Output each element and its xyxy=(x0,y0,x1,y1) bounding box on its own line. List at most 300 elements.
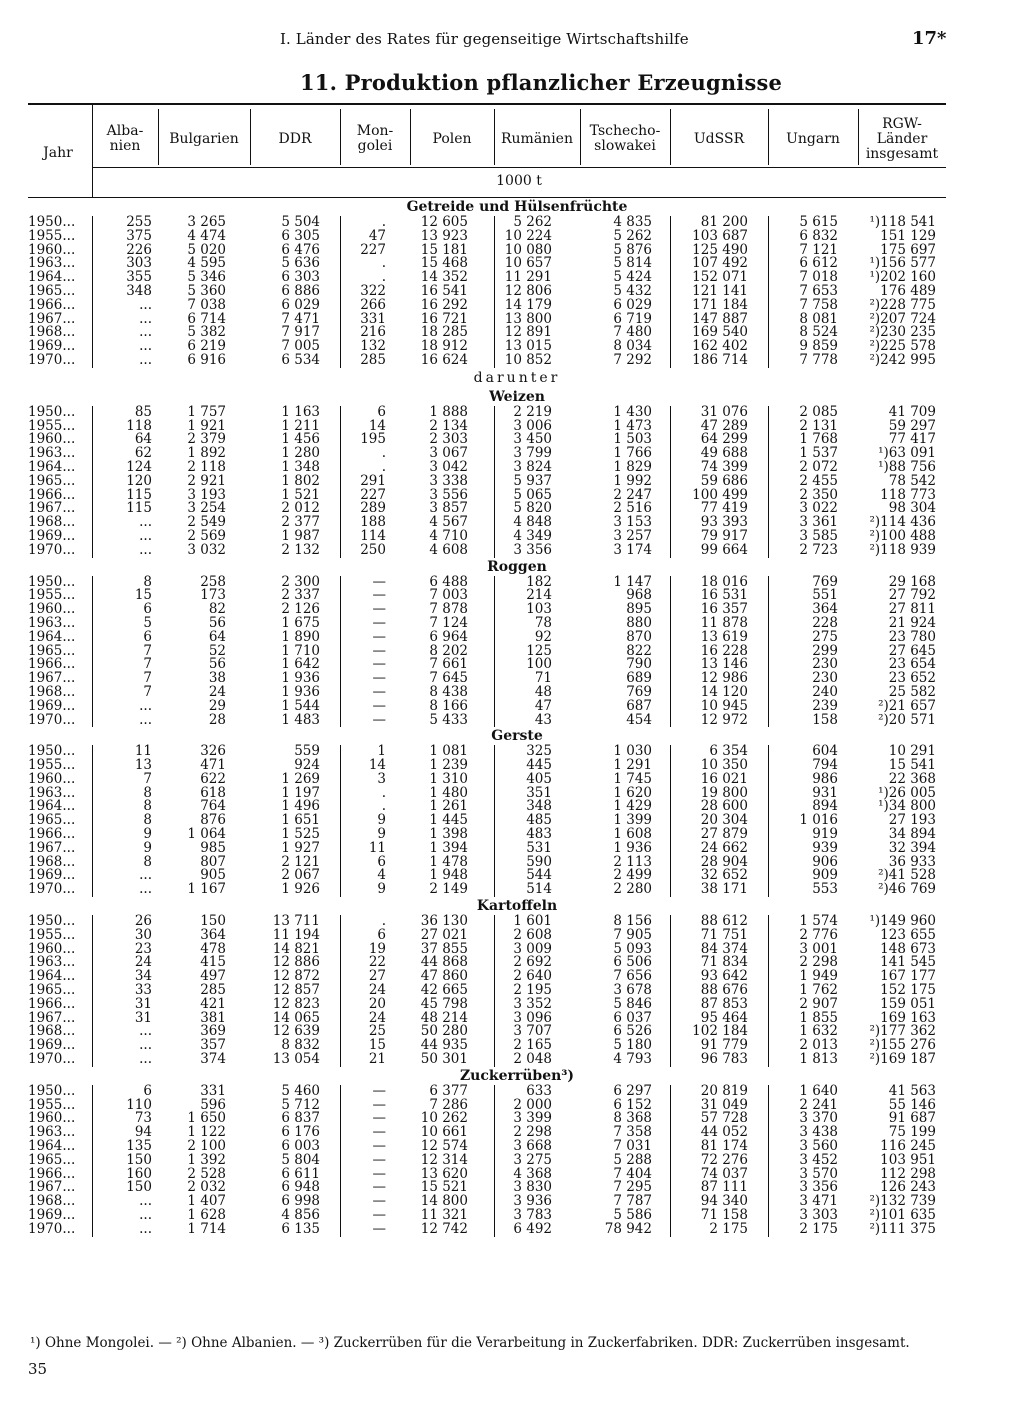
column-rule xyxy=(670,787,671,801)
value-cell: — xyxy=(372,1110,386,1127)
column-rule xyxy=(92,313,93,327)
column-rule xyxy=(768,516,769,530)
value-cell: 64 xyxy=(134,431,152,448)
value-cell: 14 179 xyxy=(504,296,552,313)
year-cell: 1955... xyxy=(28,1096,76,1113)
column-rule xyxy=(670,1209,671,1223)
value-cell: 6 837 xyxy=(281,1110,320,1127)
column-rule xyxy=(494,544,495,558)
column-rule xyxy=(768,700,769,714)
column-rule xyxy=(768,1140,769,1154)
column-rule xyxy=(92,1126,93,1140)
value-cell: 16 021 xyxy=(700,770,748,787)
value-cell: 6 xyxy=(377,926,386,943)
value-cell: 10 262 xyxy=(420,1110,468,1127)
column-rule xyxy=(768,658,769,672)
value-cell: 1 714 xyxy=(187,1220,226,1237)
column-rule xyxy=(768,1025,769,1039)
value-cell: 14 821 xyxy=(272,940,320,957)
value-cell: 7 xyxy=(143,770,152,787)
column-rule xyxy=(768,856,769,870)
value-cell: 12 886 xyxy=(272,954,320,971)
header-col-4: Polen xyxy=(432,130,472,147)
value-cell: 2 072 xyxy=(799,458,838,475)
value-cell: 1 651 xyxy=(281,812,320,829)
column-rule xyxy=(494,1195,495,1209)
column-rule xyxy=(670,502,671,516)
value-cell: 5 460 xyxy=(281,1082,320,1099)
value-cell: 551 xyxy=(812,587,838,604)
value-cell: 26 xyxy=(134,913,152,930)
column-rule xyxy=(670,516,671,530)
value-cell: 12 857 xyxy=(272,982,320,999)
column-rule xyxy=(92,475,93,489)
year-cell: 1963... xyxy=(28,784,76,801)
value-cell: 14 800 xyxy=(420,1193,468,1210)
year-cell: 1968... xyxy=(28,1023,76,1040)
value-cell: 7 292 xyxy=(613,351,652,368)
value-cell: 8 832 xyxy=(281,1037,320,1054)
column-rule xyxy=(670,700,671,714)
table-row xyxy=(28,351,946,368)
value-cell: 47 289 xyxy=(700,417,748,434)
value-cell: 6 998 xyxy=(281,1193,320,1210)
column-rule xyxy=(670,257,671,271)
year-cell: 1967... xyxy=(28,1009,76,1026)
column-rule xyxy=(768,1099,769,1113)
value-cell: 2 121 xyxy=(281,853,320,870)
year-cell: 1968... xyxy=(28,853,76,870)
column-rule xyxy=(340,420,341,434)
value-cell: 553 xyxy=(812,881,838,898)
column-rule xyxy=(340,257,341,271)
column-rule xyxy=(340,475,341,489)
column-rule xyxy=(768,1195,769,1209)
column-rule xyxy=(494,589,495,603)
value-cell: 326 xyxy=(200,743,226,760)
value-cell: 369 xyxy=(200,1023,226,1040)
column-rule xyxy=(670,645,671,659)
value-cell: 27 193 xyxy=(888,812,936,829)
year-cell: 1964... xyxy=(28,458,76,475)
value-cell: 13 800 xyxy=(504,310,552,327)
value-cell: ... xyxy=(139,351,152,368)
value-cell: 1 122 xyxy=(187,1124,226,1141)
year-cell: 1963... xyxy=(28,1124,76,1141)
value-cell: 6 611 xyxy=(281,1165,320,1182)
column-rule xyxy=(768,461,769,475)
column-rule xyxy=(494,530,495,544)
value-cell: 75 199 xyxy=(888,1124,936,1141)
column-rule xyxy=(670,943,671,957)
value-cell: 23 xyxy=(134,940,152,957)
value-cell: 12 806 xyxy=(504,282,552,299)
value-cell: — xyxy=(372,711,386,728)
value-cell: 16 721 xyxy=(420,310,468,327)
value-cell: 3 254 xyxy=(187,500,226,517)
value-cell: 1 628 xyxy=(187,1207,226,1223)
column-rule xyxy=(494,745,495,759)
value-cell: 5 262 xyxy=(513,214,552,230)
value-cell: 8 156 xyxy=(613,913,652,930)
value-cell: 5 937 xyxy=(513,472,552,489)
value-cell: 7 286 xyxy=(429,1096,468,1113)
value-cell: 3 857 xyxy=(429,500,468,517)
column-rule xyxy=(92,1012,93,1026)
column-rule xyxy=(92,714,93,728)
value-cell: 15 521 xyxy=(420,1179,468,1196)
value-cell: 2 100 xyxy=(187,1138,226,1155)
value-cell: 2 067 xyxy=(281,867,320,884)
value-cell: 56 xyxy=(208,614,226,631)
section-title: Weizen xyxy=(489,388,545,405)
value-cell: 56 xyxy=(208,656,226,673)
value-cell: 12 972 xyxy=(700,711,748,728)
value-cell: ¹)63 091 xyxy=(878,445,936,462)
column-rule xyxy=(340,544,341,558)
value-cell: 16 624 xyxy=(420,351,468,368)
value-cell: 71 834 xyxy=(700,954,748,971)
value-cell: 1 xyxy=(377,743,386,760)
year-cell: 1969... xyxy=(28,867,76,884)
year-cell: 1964... xyxy=(28,968,76,985)
year-cell: 1969... xyxy=(28,697,76,714)
value-cell: 124 xyxy=(126,458,152,475)
year-cell: 1960... xyxy=(28,431,76,448)
value-cell: 34 894 xyxy=(888,826,936,843)
value-cell: 3 560 xyxy=(799,1138,838,1155)
value-cell: ... xyxy=(139,1220,152,1237)
header-col-2: DDR xyxy=(278,130,312,147)
value-cell: 6 152 xyxy=(613,1096,652,1113)
table-row xyxy=(28,614,946,631)
year-cell: 1950... xyxy=(28,913,76,930)
column-rule xyxy=(340,759,341,773)
value-cell: 2 640 xyxy=(513,968,552,985)
column-rule xyxy=(340,814,341,828)
value-cell: 85 xyxy=(134,403,152,420)
column-rule xyxy=(92,244,93,258)
value-cell: 6 476 xyxy=(281,241,320,258)
value-cell: 6 506 xyxy=(613,954,652,971)
value-cell: 8 xyxy=(143,812,152,829)
value-cell: 78 xyxy=(534,614,552,631)
value-cell: 7 905 xyxy=(613,926,652,943)
value-cell: 3 303 xyxy=(799,1207,838,1223)
column-rule xyxy=(768,1112,769,1126)
column-rule xyxy=(670,420,671,434)
value-cell: 6 886 xyxy=(281,282,320,299)
value-cell: 50 301 xyxy=(420,1051,468,1068)
value-cell: 5 636 xyxy=(281,255,320,272)
value-cell: 6 xyxy=(377,853,386,870)
column-rule xyxy=(340,1025,341,1039)
value-cell: 7 003 xyxy=(429,587,468,604)
column-rule xyxy=(494,271,495,285)
value-cell: 5 346 xyxy=(187,269,226,286)
column-rule xyxy=(92,915,93,929)
value-cell: 1 949 xyxy=(799,968,838,985)
header-rule xyxy=(158,109,159,165)
value-cell: ... xyxy=(139,1023,152,1040)
value-cell: 3 193 xyxy=(187,486,226,503)
value-cell: 3 356 xyxy=(513,541,552,558)
value-cell: 1 921 xyxy=(187,417,226,434)
column-rule xyxy=(92,1039,93,1053)
column-rule xyxy=(494,1209,495,1223)
value-cell: 483 xyxy=(526,826,552,843)
value-cell: 7 xyxy=(143,670,152,687)
column-rule xyxy=(494,285,495,299)
value-cell: . xyxy=(381,214,386,230)
column-rule xyxy=(92,1154,93,1168)
column-rule xyxy=(92,447,93,461)
value-cell: 14 352 xyxy=(420,269,468,286)
table-row xyxy=(28,770,946,787)
value-cell: 13 015 xyxy=(504,338,552,355)
value-cell: 919 xyxy=(812,826,838,843)
value-cell: ²)242 995 xyxy=(869,351,936,368)
value-cell: 31 xyxy=(134,1009,152,1026)
value-cell: 7 787 xyxy=(613,1193,652,1210)
value-cell: 33 xyxy=(134,982,152,999)
value-cell: ¹)202 160 xyxy=(869,269,936,286)
value-cell: 230 xyxy=(812,656,838,673)
value-cell: 7 xyxy=(143,683,152,700)
column-rule xyxy=(92,842,93,856)
value-cell: 1 936 xyxy=(613,839,652,856)
column-rule xyxy=(670,970,671,984)
value-cell: 454 xyxy=(626,711,652,728)
value-cell: 471 xyxy=(200,757,226,774)
section-title: Gerste xyxy=(491,728,543,745)
value-cell: 7 656 xyxy=(613,968,652,985)
column-rule xyxy=(92,1053,93,1067)
column-rule xyxy=(768,1223,769,1237)
value-cell: 355 xyxy=(126,269,152,286)
value-cell: 6 029 xyxy=(281,296,320,313)
value-cell: 331 xyxy=(360,310,386,327)
value-cell: 12 823 xyxy=(272,995,320,1012)
value-cell: 8 xyxy=(143,573,152,590)
column-rule xyxy=(768,326,769,340)
year-cell: 1968... xyxy=(28,683,76,700)
value-cell: 4 710 xyxy=(429,527,468,544)
column-rule xyxy=(768,420,769,434)
column-rule xyxy=(92,299,93,313)
value-cell: ... xyxy=(139,1193,152,1210)
value-cell: ²)207 724 xyxy=(869,310,936,327)
column-rule xyxy=(92,759,93,773)
value-cell: 381 xyxy=(200,1009,226,1026)
column-rule xyxy=(92,420,93,434)
column-rule xyxy=(92,285,93,299)
header-rule xyxy=(494,109,495,165)
year-cell: 1966... xyxy=(28,826,76,843)
column-rule xyxy=(670,326,671,340)
column-rule xyxy=(92,271,93,285)
column-rule xyxy=(494,943,495,957)
column-rule xyxy=(768,759,769,773)
value-cell: 421 xyxy=(200,995,226,1012)
column-rule xyxy=(670,1112,671,1126)
column-rule xyxy=(768,998,769,1012)
column-rule xyxy=(494,420,495,434)
value-cell: 822 xyxy=(626,642,652,659)
year-cell: 1970... xyxy=(28,351,76,368)
column-rule xyxy=(768,1154,769,1168)
column-rule xyxy=(340,530,341,544)
column-rule xyxy=(670,589,671,603)
value-cell: 118 xyxy=(126,417,152,434)
value-cell: 22 xyxy=(368,954,386,971)
column-rule xyxy=(670,340,671,354)
value-cell: 50 280 xyxy=(420,1023,468,1040)
value-cell: 12 872 xyxy=(272,968,320,985)
year-cell: 1963... xyxy=(28,954,76,971)
value-cell: 4 835 xyxy=(613,214,652,230)
value-cell: 9 xyxy=(143,826,152,843)
value-cell: 118 773 xyxy=(880,486,936,503)
value-cell: 8 034 xyxy=(613,338,652,355)
column-rule xyxy=(670,856,671,870)
value-cell: 57 728 xyxy=(700,1110,748,1127)
column-rule xyxy=(340,984,341,998)
value-cell: — xyxy=(372,1151,386,1168)
table-row xyxy=(28,853,946,870)
column-rule xyxy=(768,800,769,814)
column-rule xyxy=(494,1112,495,1126)
column-rule xyxy=(494,700,495,714)
value-cell: 21 924 xyxy=(888,614,936,631)
value-cell: . xyxy=(381,458,386,475)
value-cell: 5 433 xyxy=(429,711,468,728)
column-rule xyxy=(670,929,671,943)
column-rule xyxy=(340,271,341,285)
header-col-6: Tschecho- slowakei xyxy=(589,123,661,154)
column-rule xyxy=(768,787,769,801)
value-cell: 44 052 xyxy=(700,1124,748,1141)
value-cell: 7 758 xyxy=(799,296,838,313)
value-cell: 3 824 xyxy=(513,458,552,475)
value-cell: 188 xyxy=(360,514,386,531)
value-cell: ¹)88 756 xyxy=(878,458,936,475)
column-rule xyxy=(92,929,93,943)
column-rule xyxy=(340,406,341,420)
value-cell: 289 xyxy=(360,500,386,517)
column-rule xyxy=(340,828,341,842)
column-rule xyxy=(494,1168,495,1182)
table-row xyxy=(28,658,946,672)
value-cell: ¹)26 005 xyxy=(878,784,936,801)
year-cell: 1970... xyxy=(28,1220,76,1237)
value-cell: 1 650 xyxy=(187,1110,226,1127)
value-cell: 2 219 xyxy=(513,403,552,420)
value-cell: ²)118 939 xyxy=(869,541,936,558)
value-cell: 4 567 xyxy=(429,514,468,531)
column-rule xyxy=(768,984,769,998)
value-cell: 2 048 xyxy=(513,1051,552,1068)
value-cell: 227 xyxy=(360,486,386,503)
column-rule xyxy=(92,230,93,244)
value-cell: 24 xyxy=(208,683,226,700)
value-cell: 64 299 xyxy=(700,431,748,448)
header-col-5: Rumänien xyxy=(501,130,573,147)
value-cell: 2 907 xyxy=(799,995,838,1012)
value-cell: 126 243 xyxy=(880,1179,936,1196)
table-row xyxy=(28,573,946,590)
section-title: Kartoffeln xyxy=(476,898,558,915)
column-rule xyxy=(670,1053,671,1067)
value-cell: 120 xyxy=(126,472,152,489)
value-cell: 2 032 xyxy=(187,1179,226,1196)
value-cell: 2 126 xyxy=(281,601,320,618)
value-cell: — xyxy=(372,670,386,687)
value-cell: 19 xyxy=(368,940,386,957)
value-cell: 15 181 xyxy=(420,241,468,258)
year-cell: 1970... xyxy=(28,711,76,728)
value-cell: 71 751 xyxy=(700,926,748,943)
value-cell: 148 673 xyxy=(880,940,936,957)
value-cell: 3 096 xyxy=(513,1009,552,1026)
value-cell: 23 652 xyxy=(888,670,936,687)
value-cell: — xyxy=(372,601,386,618)
value-cell: 250 xyxy=(360,541,386,558)
value-cell: 924 xyxy=(294,757,320,774)
column-rule xyxy=(340,869,341,883)
value-cell: 8 xyxy=(143,784,152,801)
value-cell: 34 xyxy=(134,968,152,985)
year-cell: 1968... xyxy=(28,514,76,531)
value-cell: 47 xyxy=(368,227,386,244)
value-cell: ¹)34 800 xyxy=(878,798,936,815)
column-rule xyxy=(92,354,93,368)
column-rule xyxy=(494,1039,495,1053)
column-rule xyxy=(768,1126,769,1140)
value-cell: 11 878 xyxy=(700,614,748,631)
column-rule xyxy=(340,576,341,590)
column-rule xyxy=(340,326,341,340)
value-cell: ... xyxy=(139,296,152,313)
value-cell: ... xyxy=(139,867,152,884)
value-cell: 895 xyxy=(626,601,652,618)
value-cell: 3 xyxy=(377,770,386,787)
value-cell: 6 488 xyxy=(429,573,468,590)
year-cell: 1960... xyxy=(28,770,76,787)
value-cell: 11 194 xyxy=(272,926,320,943)
value-cell: 110 xyxy=(126,1096,152,1113)
value-cell: ²)20 571 xyxy=(878,711,936,728)
column-rule xyxy=(92,998,93,1012)
value-cell: 93 393 xyxy=(700,514,748,531)
value-cell: 1 640 xyxy=(799,1082,838,1099)
value-cell: 21 xyxy=(368,1051,386,1068)
column-rule xyxy=(340,1012,341,1026)
value-cell: 3 399 xyxy=(513,1110,552,1127)
value-cell: 1 348 xyxy=(281,458,320,475)
value-cell: 5 360 xyxy=(187,282,226,299)
value-cell: 2 000 xyxy=(513,1096,552,1113)
value-cell: 3 032 xyxy=(187,541,226,558)
column-rule xyxy=(92,326,93,340)
value-cell: 5 262 xyxy=(613,227,652,244)
column-rule xyxy=(340,645,341,659)
column-rule xyxy=(494,216,495,230)
value-cell: 91 779 xyxy=(700,1037,748,1054)
value-cell: 38 xyxy=(208,670,226,687)
value-cell: 8 438 xyxy=(429,683,468,700)
value-cell: 1 430 xyxy=(613,403,652,420)
